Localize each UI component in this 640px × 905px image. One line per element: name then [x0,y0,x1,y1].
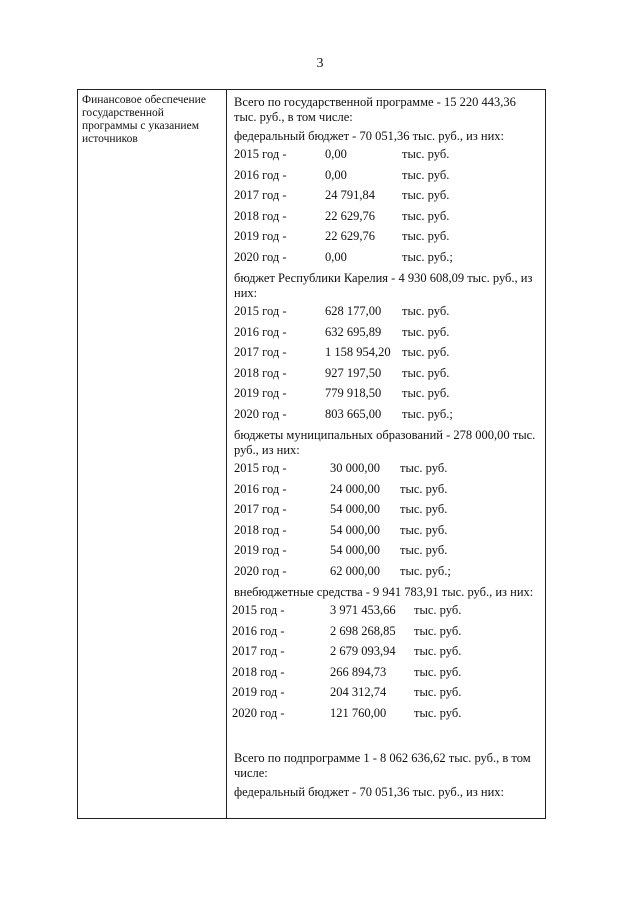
amount-value: 927 197,50 [325,365,382,380]
unit-label: тыс. руб.; [400,563,451,578]
year-label: 2016 год - [234,324,287,339]
year-label: 2018 год - [234,365,287,380]
year-row [234,342,540,363]
year-row [234,226,540,247]
year-label: 2015 год - [234,461,287,475]
unit-label: тыс. руб.; [402,406,453,421]
amount-value: 54 000,00 [330,543,380,557]
unit-label: тыс. руб. [400,461,448,475]
federal-budget-rows [234,144,540,267]
year-row [234,479,540,500]
year-row [234,404,540,425]
amount-value: 779 918,50 [325,386,382,400]
amount-value: 1 158 954,20 [325,345,391,359]
year-row [234,185,540,206]
row-label: Финансовое обеспечение государственной программы с указанием источников [82,94,206,145]
extrabudget-rows [234,600,540,723]
year-row [234,703,540,724]
amount-value: 628 177,00 [325,304,382,318]
year-label: 2016 год - [234,481,287,496]
year-row [234,458,540,479]
unit-label: тыс. руб. [402,365,450,380]
amount-value: 632 695,89 [325,324,382,339]
funding-details [234,95,540,800]
year-label: 2016 год - [232,623,285,638]
year-label: 2019 год - [234,543,287,557]
blank-spacer [234,723,540,751]
unit-label: тыс. руб. [414,623,462,638]
year-label: 2017 год - [234,502,287,516]
unit-label: тыс. руб. [414,685,462,699]
unit-label: тыс. руб. [414,705,462,720]
regional-budget-heading: бюджет Республики Карелия - 4 930 608,09 тыс. руб., из них: [234,271,533,300]
year-row [234,363,540,384]
amount-value: 0,00 [325,167,347,182]
year-label: 2020 год - [234,563,287,578]
year-label: 2015 год - [232,603,285,617]
year-row [234,520,540,541]
unit-label: тыс. руб. [402,167,450,182]
year-row [234,682,540,703]
amount-value: 54 000,00 [330,522,380,537]
amount-value: 0,00 [325,147,347,161]
year-row [234,561,540,582]
amount-value: 54 000,00 [330,502,380,516]
amount-value: 121 760,00 [330,705,387,720]
subprogram-federal-heading: федеральный бюджет - 70 051,36 тыс. руб., из них: [234,785,505,799]
year-row [234,641,540,662]
unit-label: тыс. руб. [400,522,448,537]
year-row [234,247,540,268]
year-label: 2018 год - [234,208,287,223]
extrabudget-heading: внебюджетные средства - 9 941 783,91 тыс. руб., из них: [234,585,534,599]
unit-label: тыс. руб. [402,208,450,223]
year-label: 2015 год - [234,147,287,161]
amount-value: 0,00 [325,249,347,264]
unit-label: тыс. руб. [402,229,450,243]
year-row [234,621,540,642]
amount-value: 2 679 093,94 [330,644,396,658]
amount-value: 62 000,00 [330,563,380,578]
year-label: 2018 год - [234,522,287,537]
federal-budget-heading: федеральный бюджет - 70 051,36 тыс. руб., из них: [234,129,505,143]
year-label: 2018 год - [232,664,285,679]
year-row [234,301,540,322]
amount-value: 266 894,73 [330,664,387,679]
year-row [234,206,540,227]
year-label: 2020 год - [232,705,285,720]
year-row [234,540,540,561]
year-row [234,383,540,404]
year-label: 2020 год - [234,249,287,264]
amount-value: 803 665,00 [325,406,382,421]
amount-value: 30 000,00 [330,461,380,475]
year-label: 2019 год - [234,229,287,243]
year-label: 2019 год - [232,685,285,699]
amount-value: 22 629,76 [325,229,375,243]
page-number: 3 [316,56,324,71]
year-row [234,499,540,520]
year-label: 2017 год - [232,644,285,658]
amount-value: 204 312,74 [330,685,387,699]
unit-label: тыс. руб. [400,481,448,496]
unit-label: тыс. руб. [414,664,462,679]
unit-label: тыс. руб. [402,324,450,339]
subprogram-total-text: Всего по подпрограмме 1 - 8 062 636,62 тыс. руб., в том числе: [234,751,531,780]
year-row [234,165,540,186]
municipal-budget-heading: бюджеты муниципальных образований - 278 000,00 тыс. руб., из них: [234,428,536,457]
year-label: 2015 год - [234,304,287,318]
amount-value: 2 698 268,85 [330,623,396,638]
unit-label: тыс. руб.; [402,249,453,264]
unit-label: тыс. руб. [400,502,448,516]
year-label: 2019 год - [234,386,287,400]
column-divider [226,90,227,818]
unit-label: тыс. руб. [414,603,462,617]
funding-table [77,89,546,819]
year-label: 2017 год - [234,188,287,202]
year-row [234,662,540,683]
regional-budget-rows [234,301,540,424]
year-row [234,600,540,621]
municipal-budget-rows [234,458,540,581]
unit-label: тыс. руб. [402,304,450,318]
unit-label: тыс. руб. [402,188,450,202]
amount-value: 3 971 453,66 [330,603,396,617]
amount-value: 22 629,76 [325,208,375,223]
year-label: 2017 год - [234,345,287,359]
unit-label: тыс. руб. [402,386,450,400]
year-label: 2016 год - [234,167,287,182]
program-total-text: Всего по государственной программе - 15 220 443,36 тыс. руб., в том числе: [234,95,516,124]
unit-label: тыс. руб. [402,345,450,359]
year-row [234,144,540,165]
amount-value: 24 791,84 [325,188,375,202]
year-row [234,322,540,343]
unit-label: тыс. руб. [400,543,448,557]
unit-label: тыс. руб. [414,644,462,658]
unit-label: тыс. руб. [402,147,450,161]
amount-value: 24 000,00 [330,481,380,496]
year-label: 2020 год - [234,406,287,421]
